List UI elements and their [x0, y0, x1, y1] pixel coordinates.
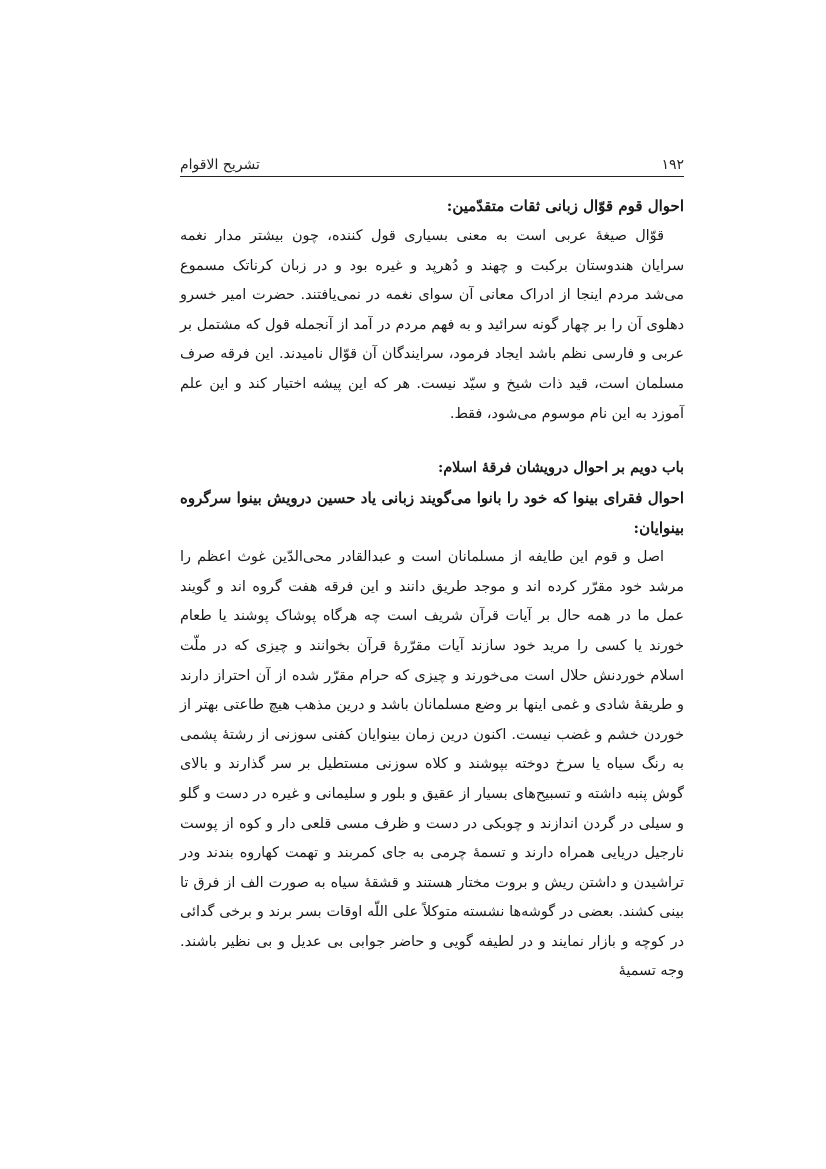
section-spacer [180, 429, 684, 453]
running-title: تشریح الاقوام [180, 157, 260, 173]
chapter-title: باب دویم بر احوال درویشان فرقۀ اسلام: [437, 459, 684, 477]
page-body [180, 190, 684, 987]
page-number: ۱۹۲ [661, 157, 684, 173]
running-header [180, 147, 684, 173]
header-rule [180, 176, 684, 177]
paragraph-qawwal: قوّال صیغۀ عربی است به معنی بسیاری قول کننده، چون بیشتر مدار نغمه سرایان هندوستان برکبت و چهند و دُهرپد و غیره بود و در زبان کرناتک مسموع می‌شد مردم اینجا از ادراک معانی آن سوای نغمه در نمی‌یافتند. حضرت امیر خسرو دهلوی آن را بر چهار گونه سرائید و به فهم مردم در آمد از آنجمله قول که مشتمل بر عربی و فارسی نظم باشد ایجاد فرمود، سرایندگان آن قوّال نامیدند. این فرقه صرف مسلمان است، قید ذات شیخ و سیّد نیست. هر که این پیشه اختیار کند و این علم آموزد به این نام موسوم می‌شود، فقط. [180, 228, 684, 422]
section-heading-beenawa: احوال فقرای بینوا که خود را بانوا می‌گویند زبانی یاد حسین درویش بینوا سرگروه بینوایان: [180, 489, 684, 538]
section-heading-qawwal: احوال قوم قوّال زبانی ثقات متقدّمین: [446, 197, 684, 215]
paragraph-beenawa: اصل و قوم این طایفه از مسلمانان است و عبدالقادر محی‌الدّین غوث اعظم را مرشد خود مقرّر کرده اند و موجد طریق دانند و این فرقه هفت گروه اند و گویند عمل ما در همه حال بر آیات قرآن شریف است چه هرگاه پوشاک پوشند یا طعام خورند یا کسی را مرید خود سازند آیات مقرّرۀ قرآن بخوانند و چیزی که در ملّت اسلام خوردنش حلال است می‌خورند و چیزی که حرام مقرّر شده از آن احتراز دارند و طریقۀ شادی و غمی اینها بر وضع مسلمانان باشد و درین مذهب هیچ طاعتی بهتر از خوردن خشم و غضب نیست. اکنون درین زمان بینوایان کفنی سوزنی از رشتۀ پشمی به رنگ سیاه یا سرخ دوخته بپوشند و کلاه سوزنی مستطیل بر سر گذارند و بالای گوش پنبه داشته و تسبیح‌های بسیار از عقیق و بلور و سلیمانی و غیره در دست و گلو و سیلی در گردن اندازند و چوبکی در دست و ظرف مسی قلعی دار و کوه از پوست نارجیل دریایی همراه دارند و تسمۀ چرمی به جای کمربند و تهمت کهاروه بندند ودر تراشیدن و داشتن ریش و بروت مختار هستند و قشقۀ سیاه به صورت الف از فرق تا بینی کشند. بعضی در گوشه‌ها نشسته متوکلاً علی اللّه اوقات بسر برند و برخی گدائی در کوچه و بازار نمایند و در لطیفه گویی و حاضر جوابی بی عدیل و بی نظیر باشند. وجه تسمیۀ [180, 549, 684, 980]
